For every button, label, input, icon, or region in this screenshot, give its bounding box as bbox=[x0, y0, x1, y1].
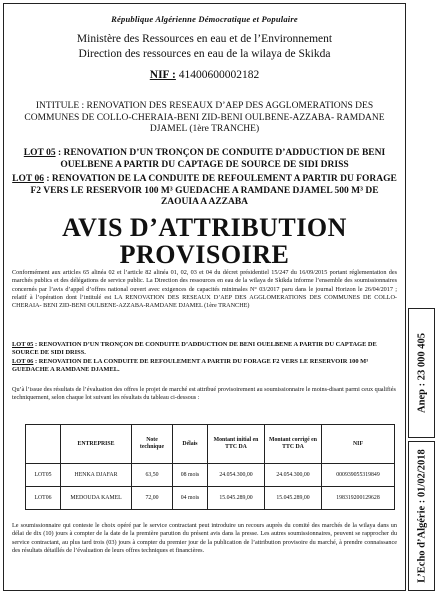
echo-reference: L’Echo d’Algérie : 01/02/2018 bbox=[416, 449, 427, 583]
nif-line bbox=[4, 69, 405, 81]
lot5-label: LOT 05 bbox=[23, 148, 56, 158]
cell-montant-corrige: 24.054.300,00 bbox=[265, 464, 322, 487]
table-header-montant-initial: Montant initial en TTC DA bbox=[208, 425, 265, 464]
cell-delais: 08 mois bbox=[173, 464, 208, 487]
intro-paragraph: Conformément aux articles 65 alinéa 02 et l’article 82 alinéa 01, 02, 03 et 04 du décret présidentiel 15/247 du 16/09/2015 portant réglementation des marchés publics et des délégations de service public. La Direction des ressources en eau de la wilaya de Skikda informe l’ensemble des soumissionnaires concernés par l’avis d’appel d’offres national ouvert avec exigences de capacités minimales N° 03/2017 paru dans le journal Horizon le 26/04/2017 ; relatif à l’opération dont l’intitulé est LA RENOVATION DES RESEAUX D’AEP DES AGGLOMERATIONS DES COMMUNES DE COLLO-CHERAIA- BENI ZID-BENI OULBENE-AZZABA-RAMDANE DJAMEL (1ère TRANCHE) bbox=[12, 269, 397, 310]
table-header-delais: Délais bbox=[173, 425, 208, 464]
lots-summary-lot6-label: LOT 06 bbox=[12, 357, 34, 365]
table-row bbox=[26, 487, 395, 510]
notice-title-line2: PROVISOIRE bbox=[119, 240, 290, 269]
nif-label: NIF : bbox=[149, 69, 176, 81]
lots-summary-lot5 bbox=[12, 341, 397, 358]
table-header-nif: NIF bbox=[322, 425, 395, 464]
table-header-entreprise: ENTREPRISE bbox=[61, 425, 132, 464]
lot6-text: : RENOVATION DE LA CONDUITE DE REFOULEMENT A PARTIR DU FORAGE F2 VERS LE RESERVOIR 100 M³ GUEDACHE A RAMDANE DJAMEL 500 M³ DE ZAOUIA A AZZABA bbox=[30, 174, 397, 207]
lots-summary-lot6 bbox=[12, 358, 397, 375]
direction-line: Direction des ressources en eau de la wilaya de Skikda bbox=[78, 48, 331, 60]
results-table bbox=[25, 424, 395, 510]
cell-montant-corrige: 15.045.289,00 bbox=[265, 487, 322, 510]
cell-nif: 198319200129628 bbox=[322, 487, 395, 510]
appeal-paragraph: Le soumissionnaire qui conteste le choix opéré par le service contractant peut introduire un recours auprès du comité des marchés de la wilaya dans un délai de dix (10) jours à compter de la date de la première parution du présent avis dans la presse. Les autres soumissionnaires, peuvent se rapprocher du service contractant, au plus tard trois (03) jours à compter du premier jour de la publication de l’attribution provisoire du marché, à prendre connaissance des résultats détaillés de l’évaluation de leurs offres techniques et financières. bbox=[12, 522, 397, 554]
notice-title bbox=[4, 214, 405, 268]
ministry-line: Ministère des Ressources en eau et de l’Environnement bbox=[76, 33, 333, 45]
anep-box bbox=[408, 308, 435, 438]
publication-sidebar bbox=[408, 3, 435, 591]
cell-entreprise: MEDOUDA KAMEL bbox=[61, 487, 132, 510]
cell-entreprise: HENKA DJAFAR bbox=[61, 464, 132, 487]
cell-note: 72,00 bbox=[132, 487, 173, 510]
ministry-heading bbox=[4, 32, 405, 62]
nif-value: 41400600002182 bbox=[178, 69, 260, 81]
lot5-heading bbox=[12, 148, 397, 171]
anep-reference: Anep : 23 000 405 bbox=[416, 333, 427, 413]
notice-frame bbox=[3, 3, 406, 591]
table-header-note: Note technique bbox=[132, 425, 173, 464]
cell-note: 63,50 bbox=[132, 464, 173, 487]
lot6-label: LOT 06 bbox=[12, 174, 44, 184]
cell-lot: LOT06 bbox=[26, 487, 61, 510]
lot6-heading bbox=[12, 174, 397, 209]
cell-delais: 04 mois bbox=[173, 487, 208, 510]
table-header-montant-corrige: Montant corrigé en TTC DA bbox=[265, 425, 322, 464]
lots-summary-lot5-label: LOT 05 bbox=[12, 341, 34, 348]
lots-summary bbox=[12, 341, 397, 374]
cell-lot: LOT05 bbox=[26, 464, 61, 487]
cell-nif: 000939055319849 bbox=[322, 464, 395, 487]
republic-heading: République Algérienne Démocratique et Populaire bbox=[111, 14, 298, 24]
echo-box bbox=[408, 441, 435, 591]
cell-montant-initial: 15.045.289,00 bbox=[208, 487, 265, 510]
table-row bbox=[26, 464, 395, 487]
table-header-row bbox=[26, 425, 395, 464]
table-header-lot bbox=[26, 425, 61, 464]
intitule: INTITULE : RENOVATION DES RESEAUX D’AEP DES AGGLOMERATIONS DES COMMUNES DE COLLO-CHERAIA-BENI ZID-BENI OULBENE-AZZABA- RAMDANE DJAMEL (1ère TRANCHE) bbox=[24, 101, 385, 134]
lots-summary-lot6-text: : RENOVATION DE LA CONDUITE DE REFOULEMENT A PARTIR DU FORAGE F2 VERS LE RESERVOIR 100 M³ GUEDACHE A RAMDANE DJAMEL. bbox=[12, 357, 369, 373]
notice-title-line1: AVIS D’ATTRIBUTION bbox=[62, 213, 347, 242]
cell-montant-initial: 24.054.300,00 bbox=[208, 464, 265, 487]
evaluation-paragraph: Qu’à l’issue des résultats de l’évaluation des offres le projet de marché est attribué provisoirement au soumissionnaire le moins-disant parmi ceux qualifiés techniquement, selon chaque lot suivant les résultats du tableau ci-dessous : bbox=[12, 386, 396, 402]
lot5-text: : RENOVATION D’UN TRONÇON DE CONDUITE D’ADDUCTION DE BENI OUELBENE A PARTIR DU CAPTAGE DE SOURCE DE SIDI DRISS bbox=[57, 148, 386, 170]
lots-summary-lot5-text: : RENOVATION D’UN TRONÇON DE CONDUITE D’ADDUCTION DE BENI OUELBENE A PARTIR DU CAPTAGE DE SOURCE DE SIDI DRISS. bbox=[12, 341, 377, 357]
